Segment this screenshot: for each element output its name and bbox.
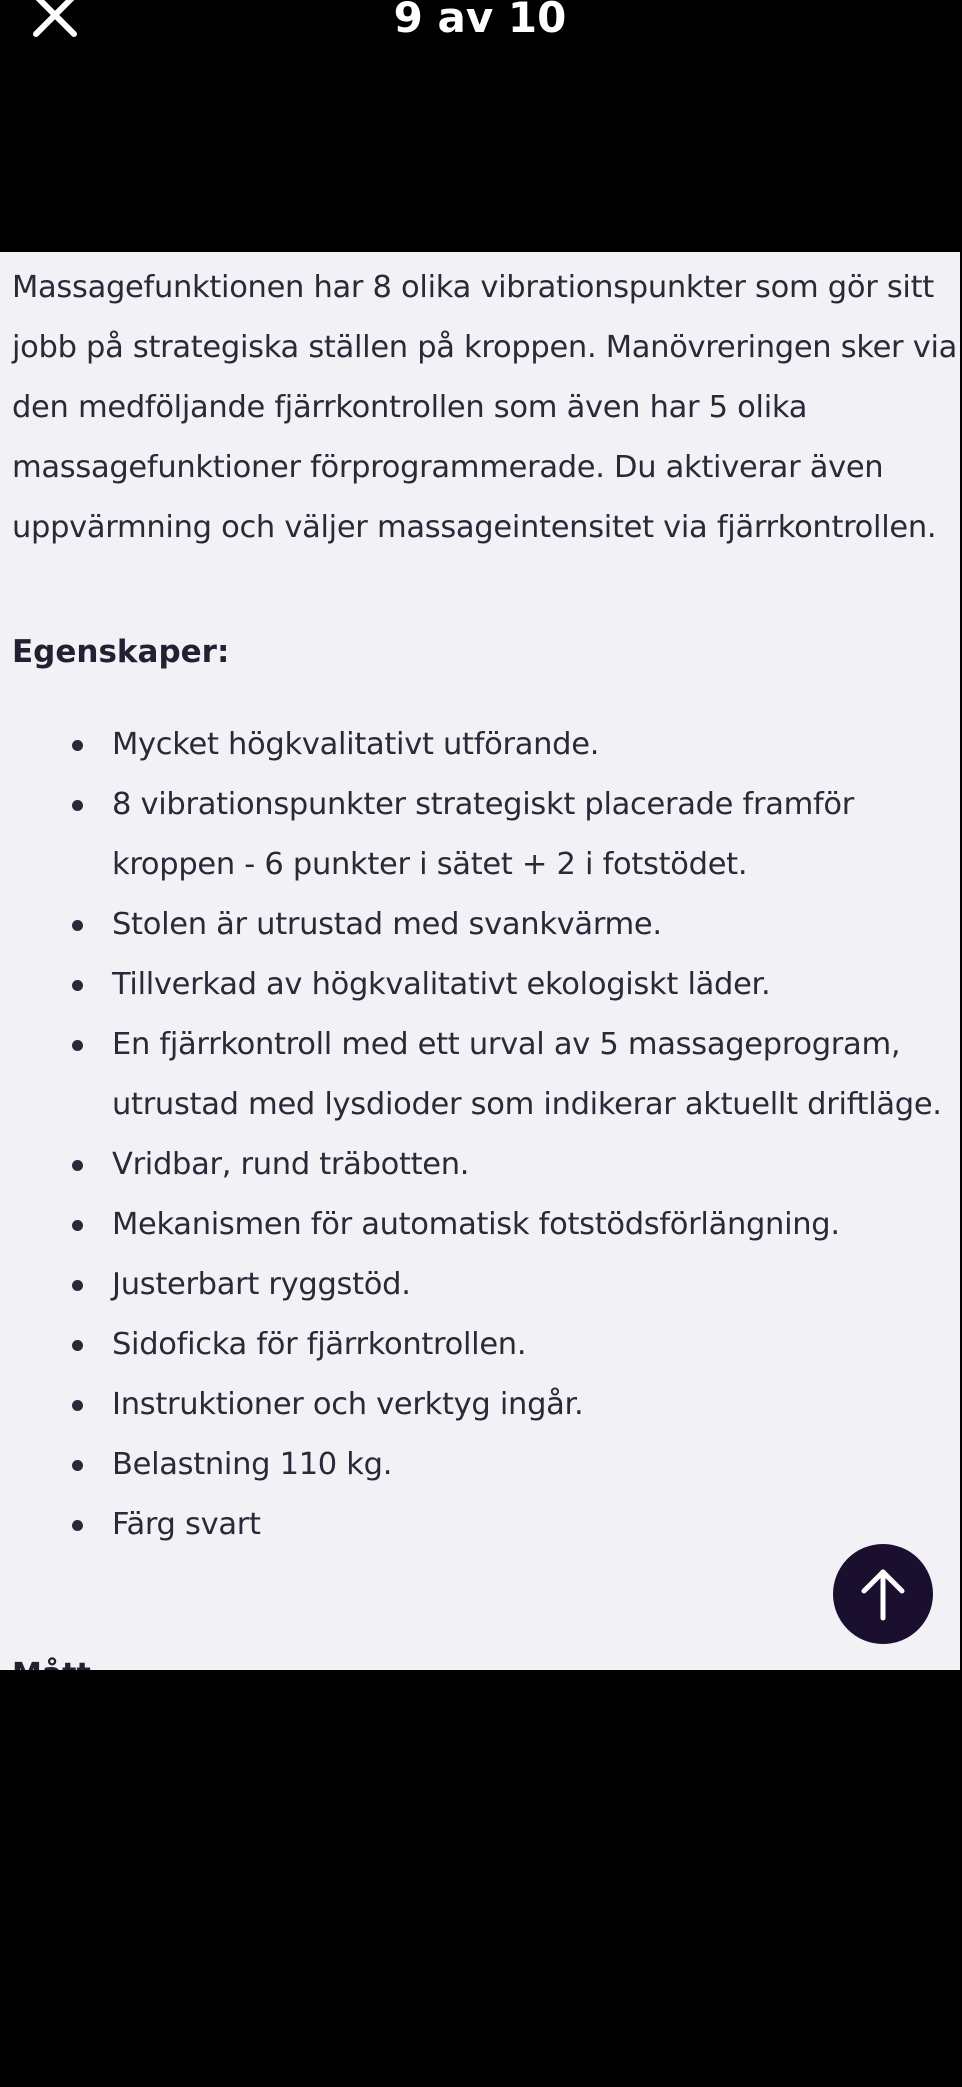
list-item-text: Stolen är utrustad med svankvärme.	[112, 907, 662, 942]
list-item-text: Mycket högkvalitativt utförande.	[112, 727, 600, 762]
list-item	[0, 715, 960, 775]
list-item	[0, 955, 960, 1015]
list-item-text: Tillverkad av högkvalitativt ekologiskt läder.	[112, 967, 771, 1002]
list-item-text: Justerbart ryggstöd.	[112, 1267, 411, 1302]
list-item-text: Sidoficka för fjärrkontrollen.	[112, 1327, 527, 1362]
screenshot-content	[0, 252, 960, 1670]
bullet-icon	[72, 800, 83, 811]
bullet-icon	[72, 1280, 83, 1291]
bullet-icon	[72, 1340, 83, 1351]
list-item-text: Vridbar, rund träbotten.	[112, 1147, 470, 1182]
bullet-icon	[72, 740, 83, 751]
list-item-text: Mekanismen för automatisk fotstödsförlängning.	[112, 1207, 840, 1242]
bullet-icon	[72, 1520, 83, 1531]
list-item	[0, 775, 960, 895]
bullet-icon	[72, 1220, 83, 1231]
list-item-text: En fjärrkontroll med ett urval av 5 massageprogram, utrustad med lysdioder som indikerar aktuellt driftläge.	[112, 1027, 942, 1122]
bullet-icon	[72, 920, 83, 931]
bullet-icon	[72, 1400, 83, 1411]
list-item	[0, 1495, 960, 1555]
features-heading: Egenskaper:	[12, 634, 230, 670]
list-item	[0, 1435, 960, 1495]
bullet-icon	[72, 980, 83, 991]
list-item	[0, 1195, 960, 1255]
arrow-up-icon	[833, 1544, 933, 1644]
image-counter: 9 av 10	[393, 0, 567, 42]
list-item	[0, 1255, 960, 1315]
list-item-text: Färg svart	[112, 1507, 261, 1542]
viewer-header	[0, 0, 960, 250]
scroll-to-top-button[interactable]	[833, 1544, 933, 1644]
bullet-icon	[72, 1040, 83, 1051]
list-item	[0, 1015, 960, 1135]
list-item-text: 8 vibrationspunkter strategiskt placerade framför kroppen - 6 punkter i sätet + 2 i fotstödet.	[112, 787, 855, 882]
list-item	[0, 1135, 960, 1195]
list-item-text: Instruktioner och verktyg ingår.	[112, 1387, 584, 1422]
list-item	[0, 1315, 960, 1375]
product-description: Massagefunktionen har 8 olika vibrationspunkter som gör sitt jobb på strategiska ställen på kroppen. Manövreringen sker via den medföljande fjärrkontrollen som även har 5 olika massagefunktioner förprogrammerade. Du aktiverar även uppvärmning och väljer massageintensitet via fjärrkontrollen.	[12, 270, 958, 545]
list-item-text: Belastning 110 kg.	[112, 1447, 393, 1482]
bullet-icon	[72, 1460, 83, 1471]
features-list	[0, 715, 960, 1555]
list-item	[0, 895, 960, 955]
bullet-icon	[72, 1160, 83, 1171]
list-item	[0, 1375, 960, 1435]
viewer-footer	[0, 1670, 960, 2087]
